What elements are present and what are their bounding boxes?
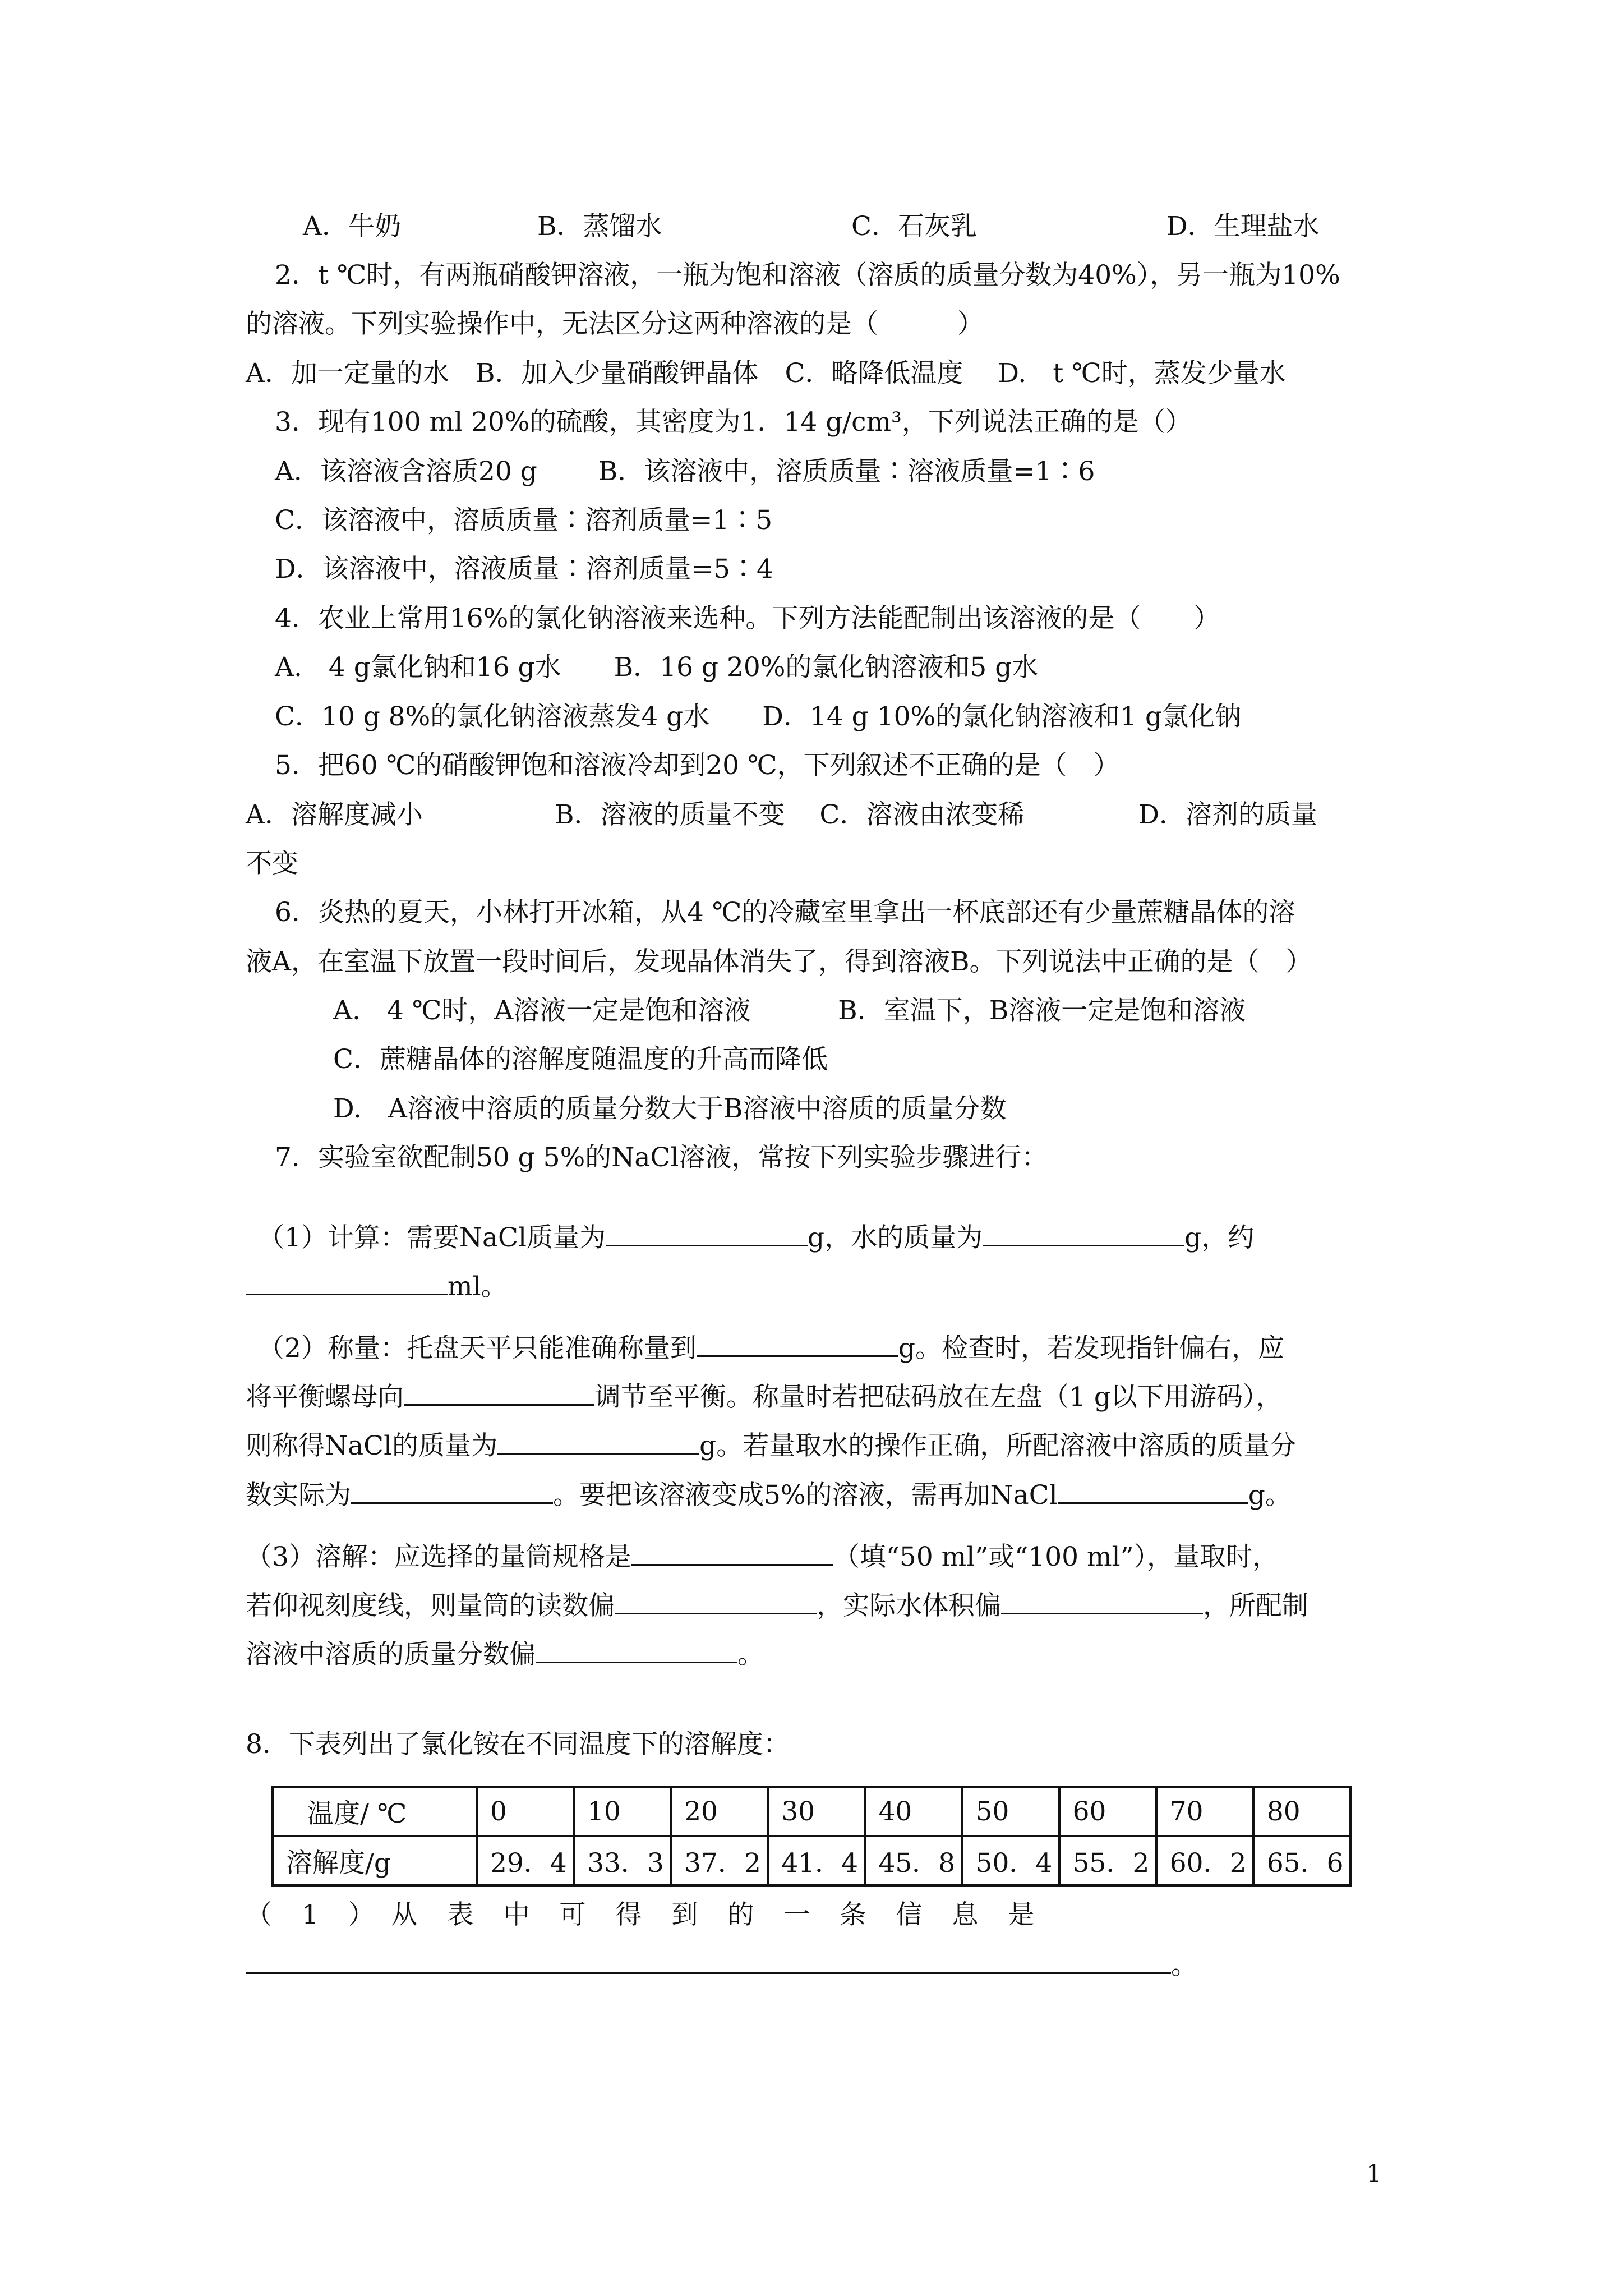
table-cell-solubility: 55．2 xyxy=(1059,1836,1156,1885)
q7-p3-text-f: 溶液中溶质的质量分数偏 xyxy=(246,1639,536,1670)
table-cell-temp: 80 xyxy=(1253,1787,1350,1836)
answer-blank-cylinder-size[interactable] xyxy=(631,1539,833,1566)
table-cell-temp: 40 xyxy=(865,1787,962,1836)
answer-blank-nut-direction[interactable] xyxy=(404,1379,594,1406)
answer-blank-nacl-mass[interactable] xyxy=(606,1220,808,1246)
q3-option-c: C．该溶液中，溶质质量∶溶剂质量=1∶5 xyxy=(275,505,773,536)
q7-part2-line3 xyxy=(246,1428,1296,1462)
q7-p3-text-a: （3）溶解：应选择的量筒规格是 xyxy=(246,1542,631,1572)
answer-blank-table-info[interactable] xyxy=(246,1948,1171,1974)
q7-p2-text-b: g。检查时，若发现指针偏右，应 xyxy=(898,1333,1284,1364)
table-cell-temp: 30 xyxy=(768,1787,865,1836)
q1-option-c: C．石灰乳 xyxy=(851,211,977,242)
q6-options-ab: A. 4 ℃时，A溶液一定是饱和溶液 B．室温下，B溶液一定是饱和溶液 xyxy=(333,995,1246,1026)
solubility-table xyxy=(271,1786,1352,1887)
q7-part3-line2 xyxy=(246,1588,1308,1622)
q3-stem: 3．现有100 ml 20%的硫酸，其密度为1．14 g/cm³，下列说法正确的是（） xyxy=(275,407,1192,438)
q2-stem-line1: 2．t ℃时，有两瓶硝酸钾溶液，一瓶为饱和溶液（溶质的质量分数为40%），另一瓶为10% xyxy=(275,260,1340,291)
answer-blank-weighed-mass[interactable] xyxy=(497,1428,699,1455)
table-cell-solubility: 33．3 xyxy=(574,1836,671,1885)
solubility-header: 溶解度/g xyxy=(273,1836,477,1885)
q7-p3-text-d: ，实际水体积偏 xyxy=(817,1590,1001,1621)
table-cell-solubility: 41．4 xyxy=(768,1836,865,1885)
q6-option-c: C．蔗糖晶体的溶解度随温度的升高而降低 xyxy=(333,1044,828,1075)
q7-part2-line2 xyxy=(246,1379,1282,1414)
answer-blank-balance-precision[interactable] xyxy=(697,1331,898,1357)
q7-part1-line2 xyxy=(246,1269,508,1303)
q7-p3-text-b: （填“50 ml”或“100 ml”），量取时， xyxy=(833,1542,1279,1572)
q7-part2-line4 xyxy=(246,1478,1292,1512)
table-cell-temp: 20 xyxy=(671,1787,768,1836)
answer-blank-mass-fraction[interactable] xyxy=(536,1637,737,1663)
q7-p1-text-b: g，水的质量为 xyxy=(808,1222,983,1253)
answer-blank-actual-volume[interactable] xyxy=(1001,1588,1203,1614)
table-cell-temp: 10 xyxy=(574,1787,671,1836)
q5-options: A．溶解度减小 B．溶液的质量不变 C．溶液由浓变稀 D．溶剂的质量 xyxy=(246,799,1318,830)
table-cell-temp: 70 xyxy=(1156,1787,1253,1836)
q7-stem: 7．实验室欲配制50 g 5%的NaCl溶液，常按下列实验步骤进行： xyxy=(275,1142,1048,1173)
table-cell-solubility: 60．2 xyxy=(1156,1836,1253,1885)
q1-option-a: A．牛奶 xyxy=(303,211,401,242)
q1-option-b: B．蒸馏水 xyxy=(537,211,662,242)
q8-sub1: （ 1 ） 从 表 中 可 得 到 的 一 条 信 息 是 xyxy=(246,1899,1036,1930)
answer-blank-extra-nacl[interactable] xyxy=(1058,1478,1248,1504)
page-number: 1 xyxy=(1366,2160,1382,2188)
q5-stem: 5．把60 ℃的硝酸钾饱和溶液冷却到20 ℃，下列叙述不正确的是（ ） xyxy=(275,750,1120,781)
q1-option-d: D．生理盐水 xyxy=(1166,211,1320,242)
table-cell-solubility: 29．4 xyxy=(477,1836,574,1885)
q4-options-ab: A. 4 g氯化钠和16 g水 B．16 g 20%的氯化钠溶液和5 g水 xyxy=(275,652,1039,683)
q5-options-tail: 不变 xyxy=(246,848,298,879)
answer-blank-water-volume[interactable] xyxy=(246,1269,448,1295)
q7-p2-text-d: 调节至平衡。称量时若把砝码放在左盘（1 g以下用游码）， xyxy=(594,1382,1283,1412)
q7-p2-text-i: g。 xyxy=(1248,1480,1292,1511)
q7-part2-line1 xyxy=(258,1331,1284,1365)
q4-options-cd: C．10 g 8%的氯化钠溶液蒸发4 g水 D．14 g 10%的氯化钠溶液和1 g氯化钠 xyxy=(275,701,1242,732)
table-cell-solubility: 45．8 xyxy=(865,1836,962,1885)
table-row-temperature xyxy=(273,1787,1350,1836)
table-row-solubility xyxy=(273,1836,1350,1885)
q8-sub1-end: 。 xyxy=(1171,1950,1197,1981)
q8-stem: 8．下表列出了氯化铵在不同温度下的溶解度： xyxy=(246,1729,790,1760)
table-cell-solubility: 37．2 xyxy=(671,1836,768,1885)
answer-blank-water-mass[interactable] xyxy=(983,1220,1184,1246)
q7-p1-text-c: g，约 xyxy=(1184,1222,1255,1253)
q6-option-d: D. A溶液中溶质的质量分数大于B溶液中溶质的质量分数 xyxy=(333,1093,1007,1124)
q7-p2-text-e: 则称得NaCl的质量为 xyxy=(246,1430,498,1461)
table-cell-solubility: 50．4 xyxy=(962,1836,1059,1885)
q7-p1-text-d: ml。 xyxy=(448,1271,508,1302)
q8-sub1-answer-line xyxy=(246,1948,1197,1982)
table-cell-solubility: 65．6 xyxy=(1253,1836,1350,1885)
q7-p2-text-f: g。若量取水的操作正确，所配溶液中溶质的质量分 xyxy=(699,1430,1297,1461)
q7-part1-line1 xyxy=(258,1220,1254,1254)
q7-p3-text-c: 若仰视刻度线，则量筒的读数偏 xyxy=(246,1590,615,1621)
q7-p2-text-g: 数实际为 xyxy=(246,1480,351,1511)
q7-p2-text-c: 将平衡螺母向 xyxy=(246,1382,404,1412)
q4-stem: 4．农业上常用16%的氯化钠溶液来选种。下列方法能配制出该溶液的是（ ） xyxy=(275,603,1220,634)
q2-stem-line2: 的溶液。下列实验操作中，无法区分这两种溶液的是（ ） xyxy=(246,309,984,339)
q7-p2-text-a: （2）称量：托盘天平只能准确称量到 xyxy=(258,1333,697,1364)
q7-part3-line1 xyxy=(246,1539,1279,1573)
table-cell-temp: 50 xyxy=(962,1787,1059,1836)
temperature-header: 温度/ ℃ xyxy=(273,1787,477,1836)
table-cell-temp: 0 xyxy=(477,1787,574,1836)
q7-part3-line3 xyxy=(246,1637,764,1671)
q6-stem-line1: 6．炎热的夏天，小林打开冰箱，从4 ℃的冷藏室里拿出一杯底部还有少量蔗糖晶体的溶 xyxy=(275,897,1295,928)
q7-p2-text-h: 。要把该溶液变成5%的溶液，需再加NaCl xyxy=(553,1480,1058,1511)
q7-p3-text-g: 。 xyxy=(737,1639,764,1670)
q6-stem-line2: 液A，在室温下放置一段时间后，发现晶体消失了，得到溶液B。下列说法中正确的是（ ） xyxy=(246,946,1312,977)
q7-p1-text-a: （1）计算：需要NaCl质量为 xyxy=(258,1222,606,1253)
q7-p3-text-e: ，所配制 xyxy=(1203,1590,1308,1621)
q3-options-ab: A．该溶液含溶质20 g B．该溶液中，溶质质量∶溶液质量=1∶6 xyxy=(275,456,1095,487)
answer-blank-actual-fraction[interactable] xyxy=(351,1478,553,1504)
q2-options: A．加一定量的水 B．加入少量硝酸钾晶体 C．略降低温度 D. t ℃时，蒸发少量水 xyxy=(246,358,1286,389)
table-cell-temp: 60 xyxy=(1059,1787,1156,1836)
answer-blank-reading[interactable] xyxy=(615,1588,817,1614)
q3-option-d: D．该溶液中，溶液质量∶溶剂质量=5∶4 xyxy=(275,554,773,585)
